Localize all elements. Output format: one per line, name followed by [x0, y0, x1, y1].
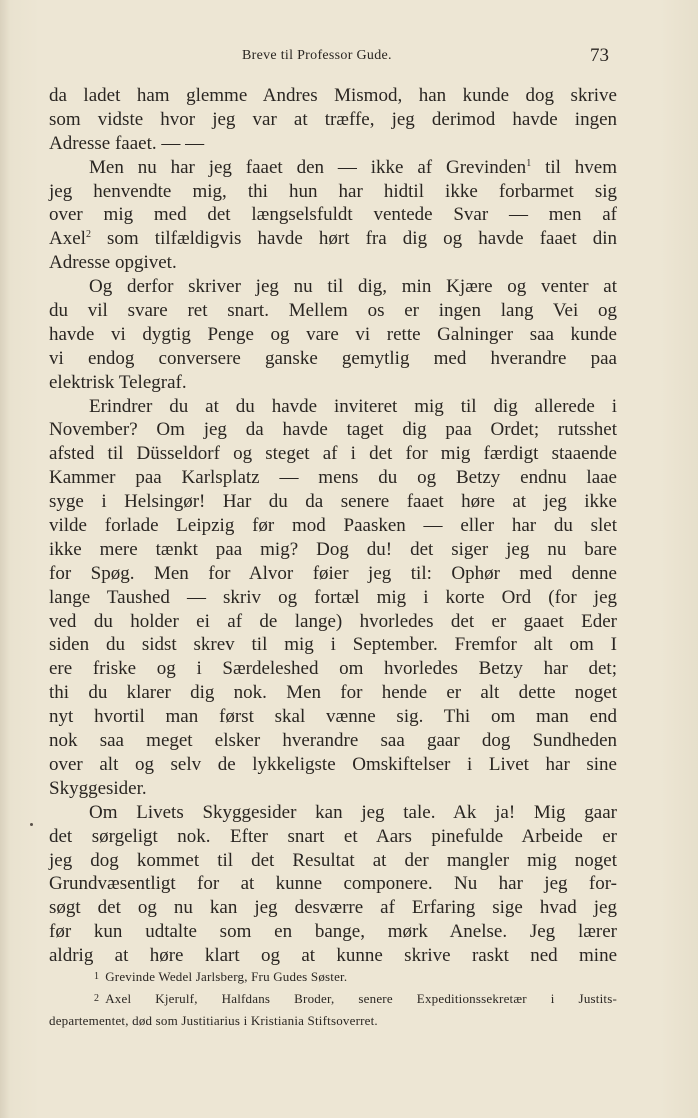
- text-line: vi endog conversere ganske gemytlig med hverandre paa: [49, 347, 617, 369]
- text-line: Axel$^2$ som tilfældigvis havde hørt fra dig og havde faaet din: [49, 228, 617, 250]
- text-line: du vil svare ret snart. Mellem os er ingen lang Vei og: [49, 300, 617, 322]
- text-line: siden du sidst skrev til mig i September. Fremfor alt om I: [49, 634, 617, 656]
- text-line: Erindrer du at du havde inviteret mig til dig allerede i: [89, 395, 617, 417]
- text-line: da ladet ham glemme Andres Mismod, han kunde dog skrive: [49, 85, 617, 106]
- text-line: over mig med det længselsfuldt ventede Svar — men af: [49, 204, 617, 226]
- text-line: Skyggesider.: [49, 777, 147, 799]
- text-line: ved du holder ei af de lange) hvorledes det er gaaet Eder: [49, 610, 617, 632]
- text-line: elektrisk Telegraf.: [49, 371, 187, 393]
- text-line: ere friske og i Særdeleshed om hvorledes Betzy har det;: [49, 658, 617, 680]
- text-line: ikke mere tænkt paa mig? Dog du! det siger jeg nu bare: [49, 538, 617, 560]
- text-line: det sørgeligt nok. Efter snart et Aars pinefulde Arbeide er: [49, 825, 617, 847]
- footnotes: [49, 966, 617, 1032]
- footnote-text: departementet, død som Justitiarius i Kristiania Stiftsoverret.: [49, 1013, 378, 1028]
- footnote-text: Grevinde Wedel Jarlsberg, Fru Gudes Søster.: [105, 969, 348, 984]
- text-line: Og derfor skriver jeg nu til dig, min Kjære og venter at: [89, 276, 617, 298]
- letter-body-text: [49, 84, 617, 968]
- page-header: [0, 45, 698, 69]
- text-line: over alt og selv de lykkeligste Omskiftelser i Livet har sine: [49, 753, 617, 775]
- text-line: afsted til Düsseldorf og steget af i det for mig færdigt staaende: [49, 443, 617, 465]
- footnote-marker: 1: [94, 971, 100, 982]
- text-line: søgt det og nu kan jeg desværre af Erfaring sige hvad jeg: [49, 897, 617, 919]
- text-line: Adresse faaet. — —: [49, 132, 205, 154]
- text-line: thi du klarer dig nok. Men for hende er alt dette noget: [49, 682, 617, 704]
- footnote-reference: 1: [526, 157, 532, 169]
- text-line: Men nu har jeg faaet den — ikke af Grevinden$^1$ til hvem: [89, 156, 617, 178]
- footnote-line: [49, 966, 617, 988]
- footnote-line: [49, 1010, 617, 1032]
- text-line: syge i Helsingør! Har du da senere faaet høre at jeg ikke: [49, 491, 617, 513]
- text-line: lange Taushed — skriv og fortæl mig i korte Ord (for jeg: [49, 586, 617, 608]
- footnote-marker: 2: [94, 993, 100, 1004]
- margin-mark: [30, 823, 33, 826]
- text-line: nyt hvortil man først skal vænne sig. Thi om man end: [49, 706, 617, 728]
- text-line: for Spøg. Men for Alvor føier jeg til: Ophør med denne: [49, 562, 617, 584]
- text-line: før kun udtalte som en bange, mørk Anelse. Jeg lærer: [49, 921, 617, 943]
- text-line: aldrig at høre klart og at kunne skrive raskt ned mine: [49, 945, 617, 967]
- text-line: Om Livets Skyggesider kan jeg tale. Ak ja! Mig gaar: [89, 801, 617, 823]
- footnote-text: Axel Kjerulf, Halfdans Broder, senere Expeditionssekretær i Justits-: [105, 991, 617, 1006]
- text-line: vilde forlade Leipzig før mod Paasken — eller har du slet: [49, 515, 617, 537]
- footnote-reference: 2: [85, 229, 91, 241]
- text-line: nok saa meget elsker hverandre saa gaar dog Sundheden: [49, 730, 617, 752]
- footnote-line: [49, 988, 617, 1010]
- page-number: 73: [590, 45, 609, 66]
- text-line: havde vi dygtig Penge og vare vi rette Galninger saa kunde: [49, 323, 617, 345]
- text-line: jeg henvendte mig, thi hun har hidtil ikke forbarmet sig: [49, 180, 617, 202]
- running-title: Breve til Professor Gude.: [242, 48, 392, 63]
- text-line: Grundvæsentligt for at kunne componere. Nu har jeg for-: [49, 873, 617, 895]
- text-line: jeg dog kommet til det Resultat at der mangler mig noget: [49, 849, 617, 871]
- text-line: som vidste hvor jeg var at træffe, jeg derimod havde ingen: [49, 108, 617, 130]
- text-line: Kammer paa Karlsplatz — mens du og Betzy endnu laae: [49, 467, 617, 489]
- text-line: Adresse opgivet.: [49, 252, 177, 274]
- text-line: November? Om jeg da havde taget dig paa Ordet; rutsshet: [49, 419, 617, 441]
